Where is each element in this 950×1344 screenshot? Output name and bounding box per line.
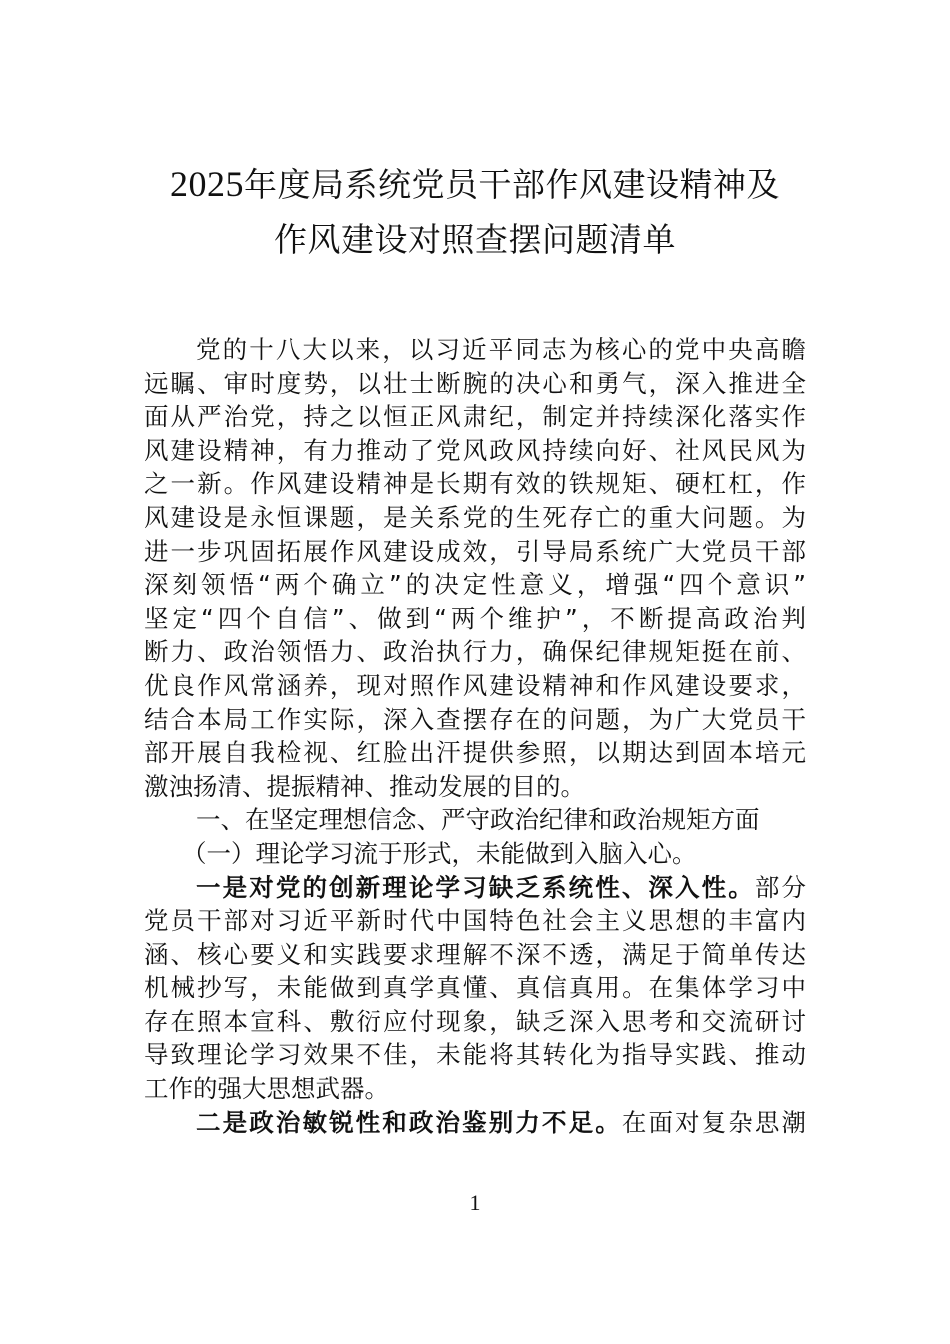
- page-number: 1: [469, 1190, 481, 1215]
- intro-line: 结合本局工作实际，深入查摆存在的问题，为广大党员干: [144, 704, 806, 734]
- intro-line: 坚定“四个自信”、做到“两个维护”，不断提高政治判: [144, 603, 806, 633]
- point-1-heading: 一是对党的创新理论学习缺乏系统性、深入性。: [196, 872, 755, 902]
- point-1-line: 存在照本宣科、敷衍应付现象，缺乏深入思考和交流研讨: [144, 1006, 806, 1036]
- intro-line: 之一新。作风建设精神是长期有效的铁规矩、硬杠杠，作: [144, 469, 806, 499]
- intro-paragraph: [144, 333, 806, 803]
- point-1-line: 工作的强大思想武器。: [144, 1074, 389, 1104]
- point-2-paragraph: [144, 1106, 806, 1140]
- intro-line: 党的十八大以来，以习近平同志为核心的党中央高瞻: [196, 335, 806, 364]
- intro-line: 部开展自我检视、红脸出汗提供参照，以期达到固本培元: [144, 738, 806, 768]
- point-2-first-line: [144, 1106, 806, 1140]
- intro-line: 风建设精神，有力推动了党风政风持续向好、社风民风为: [144, 435, 806, 465]
- document-title-line-1: [0, 164, 950, 205]
- point-2-heading: 二是政治敏锐性和政治鉴别力不足。: [196, 1107, 622, 1137]
- intro-line: 断力、政治领悟力、政治执行力，确保纪律规矩挺在前、: [144, 637, 806, 667]
- intro-line: 优良作风常涵养，现对照作风建设精神和作风建设要求，: [144, 670, 806, 700]
- point-1-text: 部分: [754, 872, 807, 902]
- point-1-line: 导致理论学习效果不佳，未能将其转化为指导实践、推动: [144, 1040, 806, 1070]
- point-1-paragraph: [144, 871, 806, 1106]
- document-title-line-2: 作风建设对照查摆问题清单: [274, 220, 676, 259]
- document-body: [144, 333, 806, 1139]
- intro-line: 风建设是永恒课题，是关系党的生死存亡的重大问题。为: [144, 502, 806, 532]
- point-1-line: 涵、核心要义和实践要求理解不深不透，满足于简单传达: [144, 939, 806, 969]
- section-heading: 一、在坚定理想信念、严守政治纪律和政治规矩方面: [196, 805, 760, 835]
- point-1-line: 机械抄写，未能做到真学真懂、真信真用。在集体学习中: [144, 973, 806, 1003]
- title-year: 2025: [170, 164, 244, 204]
- point-2-text: 在面对复杂思潮: [621, 1107, 807, 1137]
- intro-line: 进一步巩固拓展作风建设成效，引导局系统广大党员干部: [144, 536, 806, 566]
- intro-line: 深刻领悟“两个确立”的决定性意义，增强“四个意识”: [144, 570, 806, 600]
- subsection-heading: （一）理论学习流于形式，未能做到入脑入心。: [182, 838, 697, 868]
- point-1-line: 党员干部对习近平新时代中国特色社会主义思想的丰富内: [144, 906, 806, 936]
- title-text: 年度局系统党员干部作风建设精神及: [244, 165, 780, 204]
- intro-line: 面从严治党，持之以恒正风肃纪，制定并持续深化落实作: [144, 402, 806, 432]
- point-1-first-line: [144, 871, 806, 905]
- intro-line: 激浊扬清、提振精神、推动发展的目的。: [144, 771, 585, 801]
- intro-line: 远瞩、审时度势，以壮士断腕的决心和勇气，深入推进全: [144, 368, 806, 398]
